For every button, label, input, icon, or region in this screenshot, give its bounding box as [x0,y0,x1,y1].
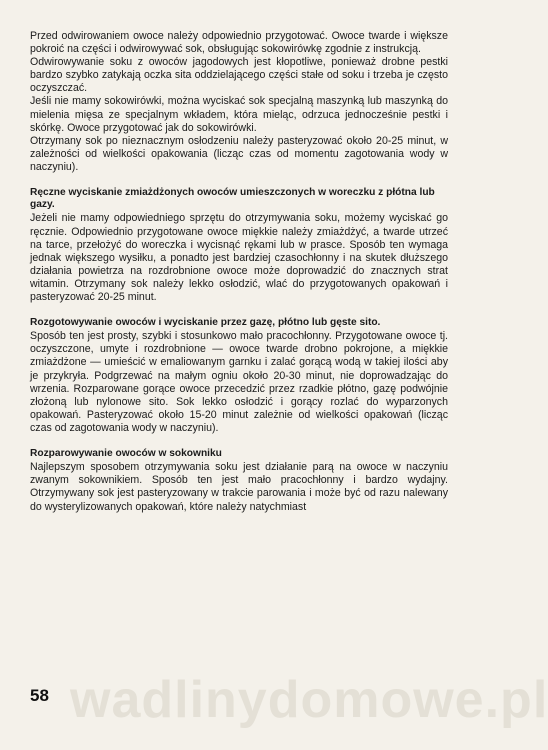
section-heading: Rozparowywanie owoców w sokowniku [30,448,222,460]
paragraph: Jeżeli nie mamy odpowiedniego sprzętu do otrzymywania soku, możemy wyciskać go ręcznie. Odpowiednio przygotowane owoce miękkie należy zmiażdżyć, a twarde utrzeć na tarce, przełożyć do woreczka i wycisnąć rękami lub w prasce. Sposób ten wymaga jednak większego wysiłku, a ponadto jest bardziej czasochłonny i na skutek dłuższego działania powietrza na rozdrobnione owoce może doprowadzić do znacznych strat witamin. Otrzymany sok należy lekko osłodzić, wlać do przygotowanych opakowań i pasteryzować 20-25 minut. [30,212,448,303]
section-sokownik [30,448,448,514]
paragraph: Sposób ten jest prosty, szybki i stosunkowo mało pracochłonny. Przygotowane owoce tj. oczyszczone, umyte i rozdrobnione — owoce twarde drobno pokrojone, a miękkie zmiażdżone — umieścić w emaliowanym garnku i zalać gorącą wodą w takiej ilości aby je przykryła. Podgrzewać na małym ogniu około 20-30 minut, nie doprowadzając do wrzenia. Rozparowane gorące owoce przecedzić przez rzadkie płótno, gazę podwójnie złożoną lub nylonowe sito. Sok lekko osłodzić i gorący rozlać do wyparzonych opakowań. Pasteryzować około 15-20 minut zależnie od wielkości opakowań (licząc czas od zagotowania wody w naczyniu). [30,330,448,434]
section-heading: Rozgotowywanie owoców i wyciskanie przez gazę, płótno lub gęste sito. [30,317,381,329]
section-reczne-wyciskanie [30,187,448,304]
paragraph: Najlepszym sposobem otrzymywania soku jest działanie parą na owoce w naczyniu zwanym sokownikiem. Sposób ten jest mało pracochłonny i bardzo wydajny. Otrzymywany sok jest pasteryzowany w trakcie parowania i może być od razu nalewany do wysterylizowanych opakowań, które należy natychmiast [30,461,448,513]
paragraph: Przed odwirowaniem owoce należy odpowiednio przygotować. Owoce twarde i większe pokroić na części i odwirowywać sok, obsługując sokowirówkę zgodnie z instrukcją. [30,30,448,56]
section-heading: Ręczne wyciskanie zmiażdżonych owoców umieszczonych w woreczku z płótna lub gazy. [30,187,435,211]
paragraph: Jeśli nie mamy sokowirówki, można wyciskać sok specjalną maszynką lub maszynką do mielenia mięsa ze specjalnym wkładem, która mieląc, odrzuca jednocześnie pestki i skórkę. Owoce przygotować jak do sokowirówki. [30,95,448,134]
page-body [30,30,448,514]
watermark: wadlinydomowe.pl [70,671,548,729]
page-number: 58 [30,686,49,705]
paragraph: Otrzymany sok po nieznacznym osłodzeniu należy pasteryzować około 20-25 minut, w zależności od wielkości opakowania (licząc czas od momentu zagotowania wody w naczyniu). [30,134,448,173]
intro-section [30,30,448,174]
section-rozgotowywanie [30,317,448,435]
paragraph: Odwirowywanie soku z owoców jagodowych jest kłopotliwe, ponieważ drobne pestki bardzo szybko zatykają oczka sita oddzielającego części stałe od soku i trzeba je często oczyszczać. [30,56,448,95]
